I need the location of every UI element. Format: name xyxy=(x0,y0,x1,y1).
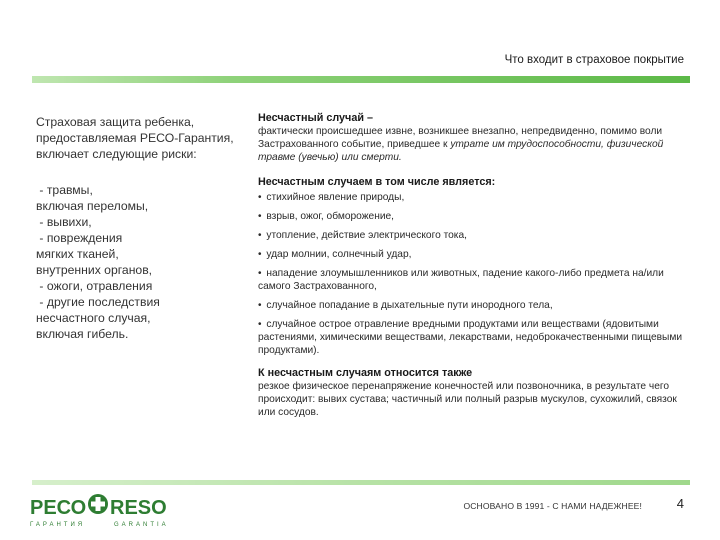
list-item xyxy=(258,267,690,293)
bullet-icon: • xyxy=(258,249,262,260)
right-column xyxy=(258,112,690,419)
risk-line: - травмы, xyxy=(36,183,93,197)
logo-word-left: РЕСО xyxy=(30,497,87,519)
accident-text-italic: утрате им трудоспособности, физической травме (увечью) или смерти. xyxy=(258,139,664,163)
list-item xyxy=(258,318,690,357)
risk-line: - другие последствия xyxy=(36,295,160,309)
risk-line: включая переломы, xyxy=(36,199,149,213)
risk-line: мягких тканей, xyxy=(36,247,119,261)
includes-heading: Несчастным случаем в том числе является: xyxy=(258,176,496,188)
risk-line: включая гибель. xyxy=(36,327,129,341)
accident-definition xyxy=(258,112,690,164)
also-heading: К несчастным случаям относится также xyxy=(258,367,473,379)
list-item-text: нападение злоумышленников или животных, падение какого-либо предмета на/или самого Застрахованного, xyxy=(258,268,664,292)
bullet-icon: • xyxy=(258,192,262,203)
list-item xyxy=(258,229,690,242)
logo-word-right: RESO xyxy=(110,497,167,519)
top-divider xyxy=(32,76,690,83)
reso-logo-graphic xyxy=(30,492,190,528)
risk-line: несчастного случая, xyxy=(36,311,151,325)
reso-logo xyxy=(30,492,190,528)
bullet-icon: • xyxy=(258,211,262,222)
logo-sub-left: ГАРАНТИЯ xyxy=(30,522,86,528)
also-text: резкое физическое перенапряжение конечностей или позвоночника, в результате чего происходит: вывих сустава; частичный или полный разрыв мускулов, сухожилий, связок или сосудов. xyxy=(258,381,677,418)
page-number: 4 xyxy=(676,496,684,511)
bullet-icon: • xyxy=(258,268,262,279)
list-item xyxy=(258,299,690,312)
list-item xyxy=(258,248,690,261)
list-item xyxy=(258,210,690,223)
also-section xyxy=(258,367,690,419)
list-item-text: случайное попадание в дыхательные пути инородного тела, xyxy=(266,300,553,311)
list-item-text: стихийное явление природы, xyxy=(266,192,405,203)
left-column xyxy=(36,114,236,342)
bullet-icon: • xyxy=(258,300,262,311)
risk-line: - вывихи, xyxy=(36,215,92,229)
list-item-text: взрыв, ожог, обморожение, xyxy=(266,211,395,222)
bullet-icon: • xyxy=(258,230,262,241)
accident-text-plain: фактически происшедшее извне, возникшее внезапно, непредвиденно, помимо воли Застрахованного событие, приведшее к xyxy=(258,126,663,150)
cross-icon xyxy=(88,494,108,514)
list-item-text: удар молнии, солнечный удар, xyxy=(266,249,412,260)
footer-slogan: ОСНОВАНО В 1991 - С НАМИ НАДЕЖНЕЕ! xyxy=(463,501,642,511)
logo-sub-right: GARANTIA xyxy=(114,522,169,528)
bullet-icon: • xyxy=(258,319,262,330)
risk-line: внутренних органов, xyxy=(36,263,153,277)
list-item-text: утопление, действие электрического тока, xyxy=(266,230,467,241)
coverage-intro: Страховая защита ребенка, предоставляемая РЕСО-Гарантия, включает следующие риски: xyxy=(36,115,234,161)
slide-title: Что входит в страховое покрытие xyxy=(504,54,684,66)
includes-section xyxy=(258,176,690,357)
risk-line: - ожоги, отравления xyxy=(36,279,153,293)
risks-list xyxy=(36,182,236,342)
list-item-text: случайное острое отравление вредными продуктами или веществами (ядовитыми растениями, химическими веществами, лекарствами, недоброкачественными пищевыми продуктами). xyxy=(258,319,683,356)
list-item xyxy=(258,191,690,204)
includes-list xyxy=(258,191,690,357)
accident-heading: Несчастный случай – xyxy=(258,112,373,124)
risk-line: - повреждения xyxy=(36,231,123,245)
accident-text xyxy=(258,125,690,164)
bottom-divider xyxy=(32,480,690,485)
